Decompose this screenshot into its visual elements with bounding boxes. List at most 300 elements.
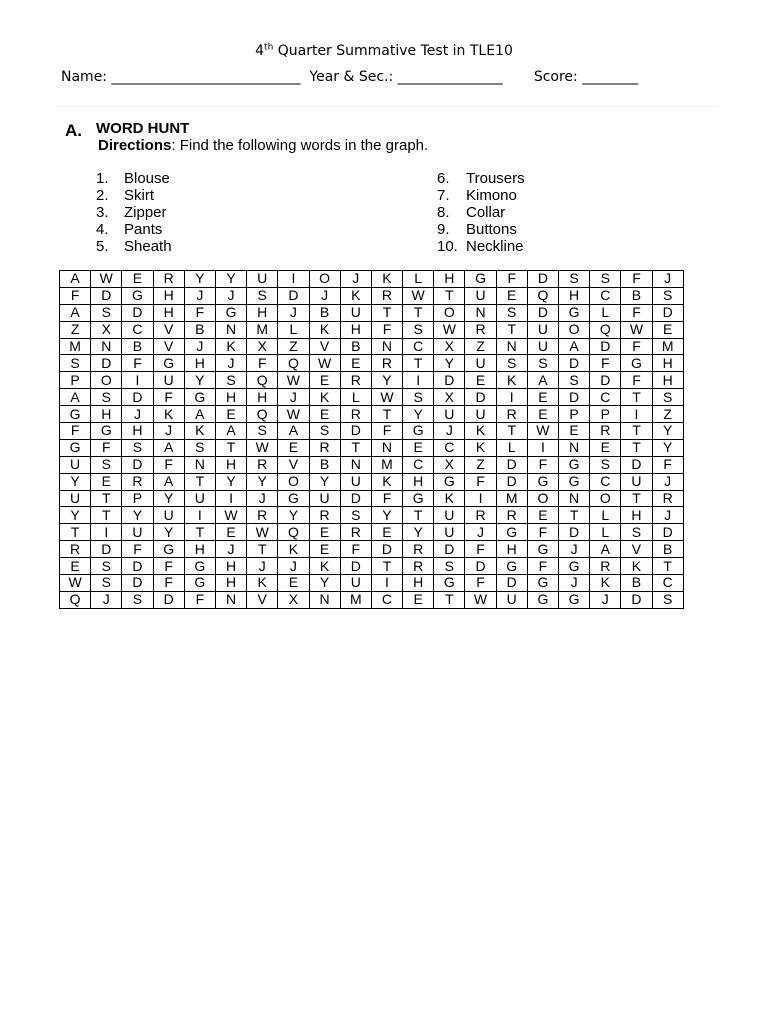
grid-cell: S <box>652 591 683 608</box>
grid-cell: Y <box>309 575 340 592</box>
grid-cell: T <box>340 439 371 456</box>
grid-cell: H <box>215 558 246 575</box>
grid-cell: E <box>403 591 434 608</box>
grid-cell: K <box>371 473 402 490</box>
grid-cell: I <box>215 490 246 507</box>
grid-cell: T <box>184 473 215 490</box>
word-list-left <box>96 170 172 255</box>
grid-cell: B <box>309 456 340 473</box>
grid-cell: I <box>465 490 496 507</box>
directions-label: Directions <box>98 137 172 154</box>
grid-cell: A <box>184 406 215 423</box>
grid-cell: G <box>559 304 590 321</box>
grid-cell: Z <box>60 321 91 338</box>
grid-cell: T <box>621 439 652 456</box>
word-number: 1. <box>96 170 109 187</box>
grid-cell: H <box>247 304 278 321</box>
grid-cell: U <box>527 338 558 355</box>
section-title: WORD HUNT <box>96 120 190 137</box>
grid-cell: U <box>184 490 215 507</box>
grid-cell: F <box>621 372 652 389</box>
grid-cell: W <box>434 321 465 338</box>
grid-cell: T <box>403 507 434 524</box>
grid-cell: V <box>278 456 309 473</box>
grid-cell: L <box>496 439 527 456</box>
grid-cell: G <box>434 575 465 592</box>
grid-cell: T <box>434 591 465 608</box>
grid-cell: Y <box>652 439 683 456</box>
grid-cell: B <box>621 575 652 592</box>
word-list-item <box>96 238 172 255</box>
grid-cell: F <box>122 541 153 558</box>
grid-cell: G <box>621 355 652 372</box>
grid-cell: S <box>309 423 340 440</box>
grid-cell: R <box>247 507 278 524</box>
grid-cell: T <box>652 558 683 575</box>
grid-cell: T <box>184 524 215 541</box>
grid-cell: D <box>91 541 122 558</box>
grid-cell: S <box>652 287 683 304</box>
grid-cell: E <box>215 406 246 423</box>
grid-cell: Y <box>215 271 246 288</box>
grid-cell: Q <box>278 355 309 372</box>
grid-cell: T <box>91 490 122 507</box>
grid-cell: W <box>215 507 246 524</box>
grid-cell: J <box>122 406 153 423</box>
grid-cell: A <box>153 439 184 456</box>
grid-cell: S <box>434 558 465 575</box>
grid-cell: C <box>403 338 434 355</box>
grid-cell: U <box>153 372 184 389</box>
grid-cell: G <box>496 558 527 575</box>
grid-cell: S <box>590 456 621 473</box>
grid-cell: U <box>122 524 153 541</box>
grid-cell: O <box>309 271 340 288</box>
grid-cell: M <box>60 338 91 355</box>
grid-cell: J <box>278 558 309 575</box>
grid-cell: H <box>621 507 652 524</box>
grid-cell: U <box>340 575 371 592</box>
grid-row <box>60 372 684 389</box>
grid-cell: R <box>60 541 91 558</box>
grid-cell: A <box>215 423 246 440</box>
grid-cell: H <box>215 389 246 406</box>
word-text: Collar <box>466 204 506 221</box>
grid-cell: G <box>122 287 153 304</box>
grid-cell: D <box>652 524 683 541</box>
grid-cell: Z <box>652 406 683 423</box>
grid-cell: U <box>60 490 91 507</box>
grid-cell: G <box>465 271 496 288</box>
grid-cell: F <box>590 355 621 372</box>
grid-cell: K <box>309 558 340 575</box>
grid-cell: V <box>309 338 340 355</box>
word-number: 2. <box>96 187 109 204</box>
grid-cell: I <box>91 524 122 541</box>
grid-cell: J <box>215 287 246 304</box>
grid-cell: K <box>215 338 246 355</box>
grid-cell: D <box>434 372 465 389</box>
word-list-right <box>437 170 525 255</box>
grid-cell: K <box>309 321 340 338</box>
grid-cell: I <box>527 439 558 456</box>
word-text: Neckline <box>466 238 524 255</box>
grid-cell: G <box>527 575 558 592</box>
grid-cell: J <box>215 355 246 372</box>
grid-cell: Q <box>590 321 621 338</box>
grid-cell: D <box>434 541 465 558</box>
grid-cell: S <box>496 304 527 321</box>
grid-cell: F <box>153 575 184 592</box>
grid-cell: R <box>496 507 527 524</box>
grid-cell: P <box>590 406 621 423</box>
grid-cell: D <box>590 372 621 389</box>
grid-cell: J <box>434 423 465 440</box>
grid-cell: I <box>621 406 652 423</box>
title-text: Quarter Summative Test in TLE10 <box>273 43 513 59</box>
grid-cell: E <box>215 524 246 541</box>
grid-cell: J <box>247 558 278 575</box>
grid-cell: D <box>621 591 652 608</box>
grid-cell: D <box>122 456 153 473</box>
grid-cell: H <box>215 456 246 473</box>
grid-cell: E <box>60 558 91 575</box>
grid-cell: G <box>184 389 215 406</box>
grid-cell: N <box>91 338 122 355</box>
grid-cell: K <box>496 372 527 389</box>
grid-cell: G <box>559 591 590 608</box>
grid-cell: Y <box>652 423 683 440</box>
grid-cell: N <box>559 439 590 456</box>
grid-cell: S <box>403 321 434 338</box>
grid-cell: C <box>590 287 621 304</box>
grid-cell: H <box>91 406 122 423</box>
word-text: Trousers <box>466 170 525 187</box>
grid-cell: L <box>340 389 371 406</box>
grid-cell: S <box>559 271 590 288</box>
grid-cell: H <box>403 575 434 592</box>
grid-cell: Y <box>247 473 278 490</box>
grid-cell: S <box>91 456 122 473</box>
grid-row <box>60 473 684 490</box>
grid-cell: C <box>122 321 153 338</box>
grid-cell: D <box>371 541 402 558</box>
grid-cell: W <box>278 406 309 423</box>
grid-cell: W <box>527 423 558 440</box>
grid-cell: N <box>496 338 527 355</box>
score-field: Score: ________ <box>533 69 639 85</box>
grid-cell: A <box>60 389 91 406</box>
grid-cell: M <box>340 591 371 608</box>
grid-cell: E <box>371 524 402 541</box>
grid-cell: Q <box>60 591 91 608</box>
grid-cell: A <box>153 473 184 490</box>
grid-cell: F <box>184 591 215 608</box>
grid-cell: J <box>278 304 309 321</box>
grid-cell: N <box>340 456 371 473</box>
grid-cell: P <box>60 372 91 389</box>
grid-cell: F <box>465 541 496 558</box>
grid-cell: G <box>278 490 309 507</box>
grid-row <box>60 524 684 541</box>
grid-cell: B <box>340 338 371 355</box>
grid-cell: V <box>247 591 278 608</box>
grid-cell: E <box>496 287 527 304</box>
grid-cell: J <box>278 389 309 406</box>
grid-cell: R <box>590 423 621 440</box>
grid-cell: F <box>621 304 652 321</box>
word-list-item <box>96 204 172 221</box>
grid-cell: Y <box>153 524 184 541</box>
grid-cell: O <box>590 490 621 507</box>
grid-cell: Y <box>60 473 91 490</box>
grid-cell: T <box>559 507 590 524</box>
grid-cell: R <box>122 473 153 490</box>
grid-cell: D <box>153 591 184 608</box>
grid-cell: U <box>340 304 371 321</box>
grid-cell: U <box>247 271 278 288</box>
grid-cell: G <box>403 490 434 507</box>
grid-cell: Y <box>403 524 434 541</box>
grid-cell: D <box>652 304 683 321</box>
grid-cell: S <box>590 271 621 288</box>
grid-cell: S <box>340 507 371 524</box>
grid-row <box>60 338 684 355</box>
grid-cell: K <box>465 439 496 456</box>
grid-cell: S <box>247 423 278 440</box>
grid-cell: R <box>496 406 527 423</box>
grid-cell: H <box>496 541 527 558</box>
grid-cell: S <box>621 524 652 541</box>
word-list-item <box>437 170 525 187</box>
grid-cell: A <box>60 271 91 288</box>
grid-cell: H <box>652 372 683 389</box>
grid-cell: X <box>434 456 465 473</box>
grid-cell: L <box>278 321 309 338</box>
grid-cell: I <box>184 507 215 524</box>
word-text: Zipper <box>124 204 167 221</box>
grid-cell: G <box>153 541 184 558</box>
grid-cell: U <box>340 473 371 490</box>
student-info-line <box>61 68 721 86</box>
grid-cell: G <box>184 575 215 592</box>
grid-cell: X <box>434 338 465 355</box>
grid-cell: T <box>621 490 652 507</box>
grid-cell: R <box>403 558 434 575</box>
grid-cell: H <box>340 321 371 338</box>
grid-cell: J <box>652 473 683 490</box>
grid-cell: Y <box>371 507 402 524</box>
grid-cell: G <box>403 423 434 440</box>
grid-cell: U <box>434 524 465 541</box>
grid-cell: D <box>340 423 371 440</box>
grid-cell: Y <box>403 406 434 423</box>
grid-cell: K <box>247 575 278 592</box>
grid-cell: D <box>122 389 153 406</box>
word-number: 9. <box>437 221 450 238</box>
grid-cell: Y <box>184 372 215 389</box>
word-text: Kimono <box>466 187 517 204</box>
grid-cell: F <box>153 456 184 473</box>
grid-row <box>60 558 684 575</box>
grid-cell: D <box>559 524 590 541</box>
grid-cell: F <box>153 558 184 575</box>
grid-cell: T <box>371 406 402 423</box>
grid-cell: Z <box>278 338 309 355</box>
word-text: Blouse <box>124 170 170 187</box>
grid-cell: R <box>340 372 371 389</box>
grid-cell: J <box>652 507 683 524</box>
grid-cell: H <box>652 355 683 372</box>
grid-cell: I <box>371 575 402 592</box>
grid-cell: M <box>371 456 402 473</box>
grid-row <box>60 271 684 288</box>
word-list-item <box>437 187 525 204</box>
grid-cell: I <box>122 372 153 389</box>
grid-cell: U <box>465 355 496 372</box>
grid-cell: H <box>215 575 246 592</box>
grid-cell: J <box>465 524 496 541</box>
grid-cell: O <box>278 473 309 490</box>
grid-cell: J <box>184 338 215 355</box>
grid-cell: H <box>403 473 434 490</box>
word-list-item <box>437 238 525 255</box>
directions-text: : Find the following words in the graph. <box>171 137 429 154</box>
grid-cell: F <box>527 456 558 473</box>
grid-cell: D <box>340 558 371 575</box>
grid-cell: S <box>91 304 122 321</box>
grid-cell: R <box>371 287 402 304</box>
grid-cell: D <box>122 575 153 592</box>
grid-cell: T <box>215 439 246 456</box>
grid-cell: T <box>403 304 434 321</box>
grid-cell: F <box>247 355 278 372</box>
grid-cell: H <box>184 355 215 372</box>
grid-cell: Y <box>184 271 215 288</box>
grid-cell: W <box>309 355 340 372</box>
grid-cell: A <box>278 423 309 440</box>
grid-cell: H <box>153 287 184 304</box>
grid-cell: T <box>371 304 402 321</box>
word-search-grid <box>59 270 684 609</box>
grid-cell: E <box>278 575 309 592</box>
grid-cell: C <box>590 473 621 490</box>
grid-cell: U <box>527 321 558 338</box>
grid-cell: S <box>122 591 153 608</box>
grid-cell: F <box>465 473 496 490</box>
grid-row <box>60 389 684 406</box>
grid-cell: T <box>496 423 527 440</box>
grid-cell: T <box>371 558 402 575</box>
grid-cell: C <box>434 439 465 456</box>
grid-row <box>60 355 684 372</box>
grid-cell: Y <box>215 473 246 490</box>
grid-cell: J <box>559 575 590 592</box>
grid-cell: L <box>590 304 621 321</box>
grid-cell: K <box>590 575 621 592</box>
grid-cell: Z <box>465 456 496 473</box>
grid-cell: L <box>590 524 621 541</box>
grid-cell: G <box>184 558 215 575</box>
grid-cell: S <box>496 355 527 372</box>
word-number: 6. <box>437 170 450 187</box>
name-field: Name: ___________________________ <box>61 69 301 85</box>
grid-cell: G <box>153 355 184 372</box>
grid-cell: R <box>340 406 371 423</box>
grid-cell: X <box>91 321 122 338</box>
grid-cell: T <box>403 355 434 372</box>
grid-cell: E <box>278 439 309 456</box>
grid-cell: N <box>215 591 246 608</box>
grid-cell: D <box>465 558 496 575</box>
grid-cell: G <box>527 473 558 490</box>
grid-cell: T <box>247 541 278 558</box>
grid-cell: E <box>309 524 340 541</box>
word-number: 4. <box>96 221 109 238</box>
grid-cell: R <box>465 507 496 524</box>
grid-cell: N <box>371 439 402 456</box>
grid-cell: I <box>496 389 527 406</box>
grid-cell: S <box>215 372 246 389</box>
grid-cell: R <box>465 321 496 338</box>
grid-cell: D <box>91 287 122 304</box>
grid-cell: G <box>60 439 91 456</box>
grid-cell: W <box>465 591 496 608</box>
grid-cell: L <box>403 271 434 288</box>
grid-cell: K <box>465 423 496 440</box>
grid-row <box>60 541 684 558</box>
grid-cell: E <box>309 541 340 558</box>
grid-cell: J <box>247 490 278 507</box>
grid-cell: F <box>60 423 91 440</box>
grid-cell: K <box>434 490 465 507</box>
grid-cell: C <box>652 575 683 592</box>
grid-row <box>60 456 684 473</box>
grid-cell: O <box>527 490 558 507</box>
grid-cell: Q <box>247 406 278 423</box>
grid-cell: F <box>60 287 91 304</box>
grid-cell: O <box>559 321 590 338</box>
grid-cell: A <box>559 338 590 355</box>
grid-cell: E <box>465 372 496 389</box>
grid-cell: N <box>184 456 215 473</box>
grid-cell: Y <box>60 507 91 524</box>
grid-cell: D <box>559 355 590 372</box>
divider <box>56 106 718 107</box>
grid-cell: E <box>527 507 558 524</box>
grid-cell: J <box>91 591 122 608</box>
grid-cell: Q <box>527 287 558 304</box>
grid-cell: D <box>559 389 590 406</box>
grid-cell: J <box>215 541 246 558</box>
grid-cell: F <box>371 423 402 440</box>
grid-cell: N <box>215 321 246 338</box>
grid-cell: R <box>340 524 371 541</box>
grid-cell: W <box>247 439 278 456</box>
grid-cell: J <box>184 287 215 304</box>
grid-cell: J <box>153 423 184 440</box>
grid-cell: A <box>527 372 558 389</box>
grid-cell: F <box>527 524 558 541</box>
grid-row <box>60 575 684 592</box>
grid-cell: K <box>371 271 402 288</box>
grid-cell: H <box>434 271 465 288</box>
grid-cell: L <box>590 507 621 524</box>
grid-cell: U <box>465 287 496 304</box>
grid-cell: D <box>496 456 527 473</box>
grid-cell: N <box>309 591 340 608</box>
grid-cell: G <box>91 423 122 440</box>
